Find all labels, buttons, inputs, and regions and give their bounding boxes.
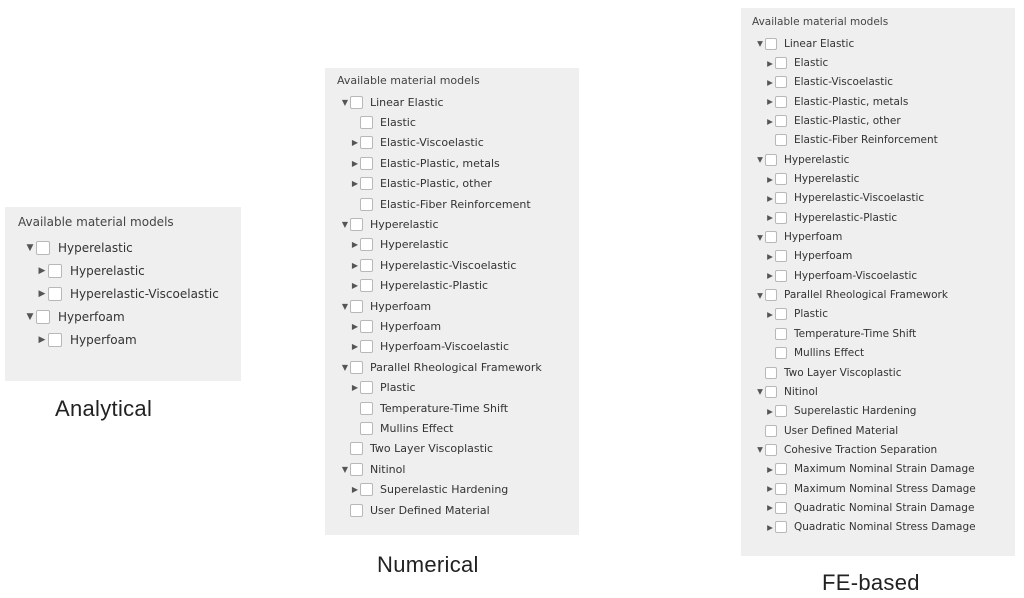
triangle-right-icon[interactable]: ▶ [351,260,359,270]
tree-item[interactable] [741,92,1015,111]
triangle-right-icon[interactable]: ▶ [767,271,773,281]
tree-item[interactable] [741,208,1015,227]
tree-item[interactable] [741,53,1015,72]
tree-item-checkbox[interactable] [360,320,373,333]
caption-fe-based: FE-based [822,570,920,595]
tree-item[interactable] [741,227,1015,246]
material-models-panel-analytical [5,207,241,381]
tree-item[interactable] [741,73,1015,92]
tree-item[interactable] [741,518,1015,537]
tree-item[interactable] [5,259,241,282]
tree-item[interactable] [325,357,579,377]
tree-item[interactable] [741,324,1015,343]
triangle-right-icon[interactable]: ▶ [767,484,773,494]
tree-item[interactable] [325,398,579,418]
tree-item-label: Linear Elastic [370,95,444,109]
tree-item-checkbox[interactable] [360,116,373,129]
tree-item[interactable] [325,153,579,173]
tree-item-checkbox[interactable] [360,279,373,292]
tree-item-checkbox[interactable] [48,264,62,278]
tree-item-checkbox[interactable] [360,198,373,211]
tree-item-checkbox[interactable] [360,381,373,394]
triangle-down-icon[interactable]: ▼ [757,290,763,300]
tree-item-label: Hyperelastic-Viscoelastic [380,258,517,272]
tree-item-label: Plastic [380,381,416,395]
tree-item-label: User Defined Material [370,503,490,517]
tree-item-label: Cohesive Traction Separation [784,443,938,456]
tree-item-label: Superelastic Hardening [380,483,509,497]
tree-item-label: Linear Elastic [784,37,855,50]
tree-item-label: Elastic-Viscoelastic [380,136,484,150]
tree-item-checkbox[interactable] [765,231,777,243]
triangle-right-icon[interactable]: ▶ [767,522,773,532]
tree-item[interactable] [741,479,1015,498]
tree-item[interactable] [741,131,1015,150]
tree-item-label: Hyperelastic-Viscoelastic [794,192,925,205]
tree-item-checkbox[interactable] [775,521,787,533]
tree-item-checkbox[interactable] [765,38,777,50]
triangle-right-icon[interactable]: ▶ [767,174,773,184]
triangle-down-icon[interactable]: ▼ [757,39,763,49]
tree-item-label: Parallel Rheological Framework [370,360,542,374]
tree-item-checkbox[interactable] [775,347,787,359]
tree-item-label: Elastic-Fiber Reinforcement [380,197,531,211]
tree-item-checkbox[interactable] [765,386,777,398]
triangle-down-icon[interactable]: ▼ [757,445,763,455]
tree-item[interactable] [741,169,1015,188]
tree-item[interactable] [325,112,579,132]
tree-item-label: Elastic-Plastic, metals [380,156,500,170]
tree-item-checkbox[interactable] [350,96,363,109]
material-model-tree [5,236,241,351]
tree-item-label: Elastic [794,57,829,70]
material-model-tree [741,34,1015,537]
tree-item-label: Hyperelastic-Plastic [380,279,489,293]
tree-item-label: Hyperelastic [70,263,145,278]
tree-item-label: Maximum Nominal Strain Damage [794,463,975,476]
triangle-right-icon[interactable]: ▶ [767,193,773,203]
tree-item-label: Hyperfoam [370,299,432,313]
triangle-right-icon[interactable]: ▶ [38,265,46,276]
tree-item-label: Hyperelastic [58,240,133,255]
tree-item[interactable] [741,266,1015,285]
tree-item-checkbox[interactable] [48,333,62,347]
tree-item-checkbox[interactable] [360,259,373,272]
triangle-right-icon[interactable]: ▶ [38,334,46,345]
triangle-right-icon[interactable]: ▶ [351,321,359,331]
triangle-right-icon[interactable]: ▶ [351,240,359,250]
triangle-down-icon[interactable]: ▼ [757,387,763,397]
triangle-right-icon[interactable]: ▶ [351,281,359,291]
tree-item-label: Parallel Rheological Framework [784,289,948,302]
tree-item-label: Elastic-Plastic, other [380,177,492,191]
tree-item[interactable] [741,363,1015,382]
material-models-panel-fe-based [741,8,1015,556]
tree-item[interactable] [5,328,241,351]
triangle-down-icon[interactable]: ▼ [341,362,349,372]
tree-item[interactable] [325,133,579,153]
triangle-down-icon[interactable]: ▼ [341,97,349,107]
tree-item-label: Plastic [794,308,828,321]
tree-item[interactable] [325,276,579,296]
tree-item[interactable] [325,174,579,194]
tree-item-checkbox[interactable] [765,425,777,437]
tree-item[interactable] [741,421,1015,440]
tree-item-checkbox[interactable] [775,483,787,495]
tree-item-checkbox[interactable] [775,250,787,262]
tree-item-checkbox[interactable] [775,308,787,320]
tree-item-checkbox[interactable] [775,328,787,340]
tree-item[interactable] [741,247,1015,266]
tree-item[interactable] [325,418,579,438]
tree-item[interactable] [741,498,1015,517]
tree-item-checkbox[interactable] [765,154,777,166]
tree-item[interactable] [5,282,241,305]
tree-item-label: Temperature-Time Shift [380,401,509,415]
tree-item-label: Elastic-Plastic, metals [794,95,909,108]
triangle-down-icon[interactable]: ▼ [26,311,34,322]
tree-item-label: Superelastic Hardening [794,405,917,418]
tree-item-checkbox[interactable] [775,463,787,475]
tree-item-checkbox[interactable] [350,218,363,231]
tree-item-label: Elastic-Viscoelastic [794,76,894,89]
triangle-right-icon[interactable]: ▶ [767,406,773,416]
tree-item-label: Two Layer Viscoplastic [784,366,902,379]
tree-item[interactable] [325,500,579,520]
tree-item[interactable] [325,479,579,499]
tree-item[interactable] [741,189,1015,208]
tree-item-checkbox[interactable] [765,289,777,301]
tree-item-label: Hyperfoam [70,332,137,347]
tree-item-label: Hyperelastic-Viscoelastic [70,286,219,301]
tree-item-label: Mullins Effect [380,421,454,435]
tree-item[interactable] [325,459,579,479]
tree-item-checkbox[interactable] [775,502,787,514]
tree-item-checkbox[interactable] [775,57,787,69]
tree-item-label: Elastic [380,116,416,130]
tree-item-checkbox[interactable] [350,361,363,374]
tree-item-label: Maximum Nominal Stress Damage [794,482,976,495]
tree-item-checkbox[interactable] [360,136,373,149]
tree-item-checkbox[interactable] [775,192,787,204]
tree-item-label: Quadratic Nominal Strain Damage [794,501,975,514]
tree-item-checkbox[interactable] [775,96,787,108]
tree-item-label: Hyperfoam [784,231,843,244]
panel-title: Available material models [18,215,174,229]
tree-item-label: Hyperfoam [58,309,125,324]
tree-item-checkbox[interactable] [775,405,787,417]
tree-item-checkbox[interactable] [765,367,777,379]
tree-item[interactable] [325,92,579,112]
triangle-right-icon[interactable]: ▶ [767,251,773,261]
tree-item[interactable] [741,285,1015,304]
tree-item-checkbox[interactable] [775,212,787,224]
tree-item-checkbox[interactable] [360,340,373,353]
tree-item-label: Elastic-Plastic, other [794,115,901,128]
tree-item-label: Nitinol [370,462,406,476]
tree-item-label: Two Layer Viscoplastic [370,442,494,456]
tree-item-checkbox[interactable] [350,300,363,313]
tree-item-checkbox[interactable] [360,422,373,435]
tree-item-label: Hyperfoam [380,319,442,333]
tree-item-checkbox[interactable] [350,442,363,455]
tree-item-checkbox[interactable] [350,504,363,517]
tree-item-checkbox[interactable] [775,134,787,146]
triangle-right-icon[interactable]: ▶ [767,97,773,107]
tree-item-label: Elastic-Fiber Reinforcement [794,134,938,147]
tree-item-label: Hyperfoam [794,250,853,263]
triangle-down-icon[interactable]: ▼ [341,220,349,230]
caption-numerical: Numerical [377,552,479,577]
triangle-right-icon[interactable]: ▶ [767,503,773,513]
tree-item-checkbox[interactable] [775,270,787,282]
tree-item[interactable] [325,235,579,255]
triangle-right-icon[interactable]: ▶ [351,383,359,393]
tree-item-checkbox[interactable] [360,157,373,170]
material-model-tree [325,92,579,520]
triangle-down-icon[interactable]: ▼ [757,155,763,165]
tree-item[interactable] [325,439,579,459]
tree-item[interactable] [741,305,1015,324]
tree-item-checkbox[interactable] [765,444,777,456]
tree-item-label: Hyperelastic [380,238,449,252]
tree-item[interactable] [325,194,579,214]
tree-item-checkbox[interactable] [36,310,50,324]
triangle-right-icon[interactable]: ▶ [351,342,359,352]
tree-item-checkbox[interactable] [775,173,787,185]
tree-item-label: Hyperelastic [370,218,439,232]
triangle-down-icon[interactable]: ▼ [757,232,763,242]
material-models-panel-numerical [325,68,579,535]
triangle-right-icon[interactable]: ▶ [767,464,773,474]
tree-item-label: Temperature-Time Shift [794,327,917,340]
triangle-right-icon[interactable]: ▶ [38,288,46,299]
triangle-down-icon[interactable]: ▼ [341,301,349,311]
triangle-down-icon[interactable]: ▼ [26,242,34,253]
tree-item-checkbox[interactable] [360,402,373,415]
tree-item-label: Hyperfoam-Viscoelastic [794,269,918,282]
tree-item[interactable] [325,377,579,397]
tree-item-label: User Defined Material [784,424,899,437]
tree-item[interactable] [5,305,241,328]
tree-item-label: Nitinol [784,385,818,398]
tree-item[interactable] [741,382,1015,401]
caption-analytical: Analytical [55,396,153,421]
tree-item-checkbox[interactable] [360,238,373,251]
triangle-right-icon[interactable]: ▶ [351,138,359,148]
panel-title: Available material models [752,16,889,28]
tree-item[interactable] [741,34,1015,53]
triangle-right-icon[interactable]: ▶ [767,58,773,68]
tree-item-checkbox[interactable] [360,177,373,190]
triangle-right-icon[interactable]: ▶ [767,116,773,126]
tree-item-label: Hyperelastic [784,153,850,166]
tree-item-checkbox[interactable] [360,483,373,496]
triangle-right-icon[interactable]: ▶ [767,309,773,319]
tree-item[interactable] [5,236,241,259]
tree-item-label: Hyperelastic [794,173,860,186]
tree-item-checkbox[interactable] [48,287,62,301]
tree-item[interactable] [741,111,1015,130]
tree-item-checkbox[interactable] [350,463,363,476]
tree-item[interactable] [741,150,1015,169]
tree-item-label: Hyperfoam-Viscoelastic [380,340,509,354]
tree-item-label: Mullins Effect [794,347,865,360]
triangle-right-icon[interactable]: ▶ [351,158,359,168]
tree-item[interactable] [741,440,1015,459]
tree-item[interactable] [741,402,1015,421]
triangle-right-icon[interactable]: ▶ [351,179,359,189]
tree-item[interactable] [325,337,579,357]
tree-item[interactable] [741,344,1015,363]
tree-item[interactable] [325,214,579,234]
triangle-right-icon[interactable]: ▶ [767,77,773,87]
tree-item-checkbox[interactable] [775,76,787,88]
panel-title: Available material models [337,74,480,87]
tree-item-checkbox[interactable] [36,241,50,255]
triangle-down-icon[interactable]: ▼ [341,464,349,474]
tree-item[interactable] [325,316,579,336]
tree-item[interactable] [325,255,579,275]
tree-item[interactable] [325,296,579,316]
triangle-right-icon[interactable]: ▶ [767,213,773,223]
tree-item-checkbox[interactable] [775,115,787,127]
tree-item-label: Hyperelastic-Plastic [794,211,898,224]
triangle-right-icon[interactable]: ▶ [351,485,359,495]
tree-item-label: Quadratic Nominal Stress Damage [794,521,976,534]
tree-item[interactable] [741,460,1015,479]
